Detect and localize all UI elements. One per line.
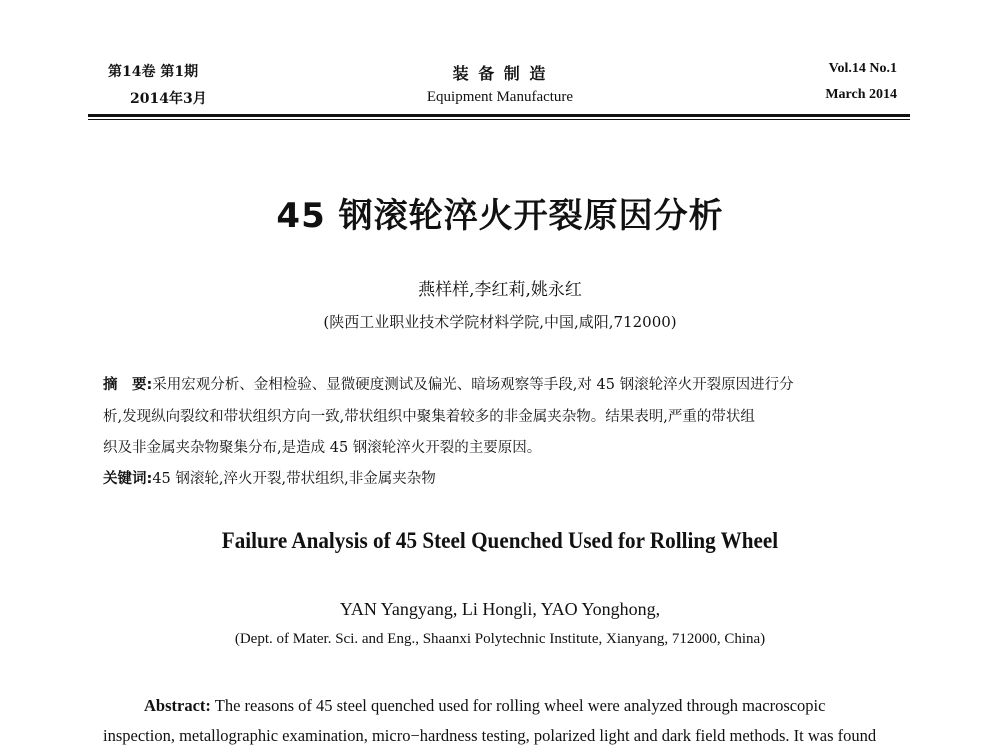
abstract-cn-line-1 <box>103 373 794 394</box>
affiliation-cn: (陕西工业职业技术学院材料学院,中国,咸阳,712000) <box>323 313 677 331</box>
keywords-cn <box>103 467 436 488</box>
issue-date-en: March 2014 <box>825 87 897 102</box>
paper-title-cn: 45 钢滚轮淬火开裂原因分析 <box>276 196 724 236</box>
header-rule-thin <box>88 119 910 120</box>
journal-name-cn: 装 备 制 造 <box>452 64 548 83</box>
abstract-en-line-1 <box>144 696 825 716</box>
keywords-cn-label: 关键词: <box>103 471 153 487</box>
affiliation-en: (Dept. of Mater. Sci. and Eng., Shaanxi Polytechnic Institute, Xianyang, 712000, China) <box>234 631 766 647</box>
issue-date-cn: 2014年3月 <box>130 91 207 107</box>
abstract-cn-text-1: 采用宏观分析、金相检验、显微硬度测试及偏光、暗场观察等手段,对 45 钢滚轮淬火开裂原因进行分 <box>152 377 794 393</box>
volume-issue-cn: 第14卷 第1期 <box>108 64 199 80</box>
keywords-cn-text: 45 钢滚轮,淬火开裂,带状组织,非金属夹杂物 <box>152 471 436 487</box>
authors-en: YAN Yangyang, Li Hongli, YAO Yonghong, <box>339 599 661 619</box>
authors-cn: 燕样样,李红莉,姚永红 <box>418 280 582 300</box>
abstract-cn-line-3: 织及非金属夹杂物聚集分布,是造成 45 钢滚轮淬火开裂的主要原因。 <box>103 440 542 456</box>
abstract-en-label: Abstract: <box>144 696 211 715</box>
header-rule-thick <box>88 114 910 117</box>
paper-title-en: Failure Analysis of 45 Steel Quenched Used for Rolling Wheel <box>221 528 779 554</box>
abstract-en-line-2: inspection, metallographic examination, micro−hardness testing, polarized light and dark field methods. It was found <box>103 726 877 745</box>
abstract-en-text-1: The reasons of 45 steel quenched used for rolling wheel were analyzed through macroscopic <box>214 696 826 715</box>
abstract-cn-label: 摘 要: <box>103 377 153 393</box>
volume-issue-en: Vol.14 No.1 <box>828 61 897 76</box>
abstract-cn-line-2: 析,发现纵向裂纹和带状组织方向一致,带状组织中聚集着较多的非金属夹杂物。结果表明,严重的带状组 <box>103 409 755 425</box>
journal-name-en: Equipment Manufacture <box>426 89 574 105</box>
